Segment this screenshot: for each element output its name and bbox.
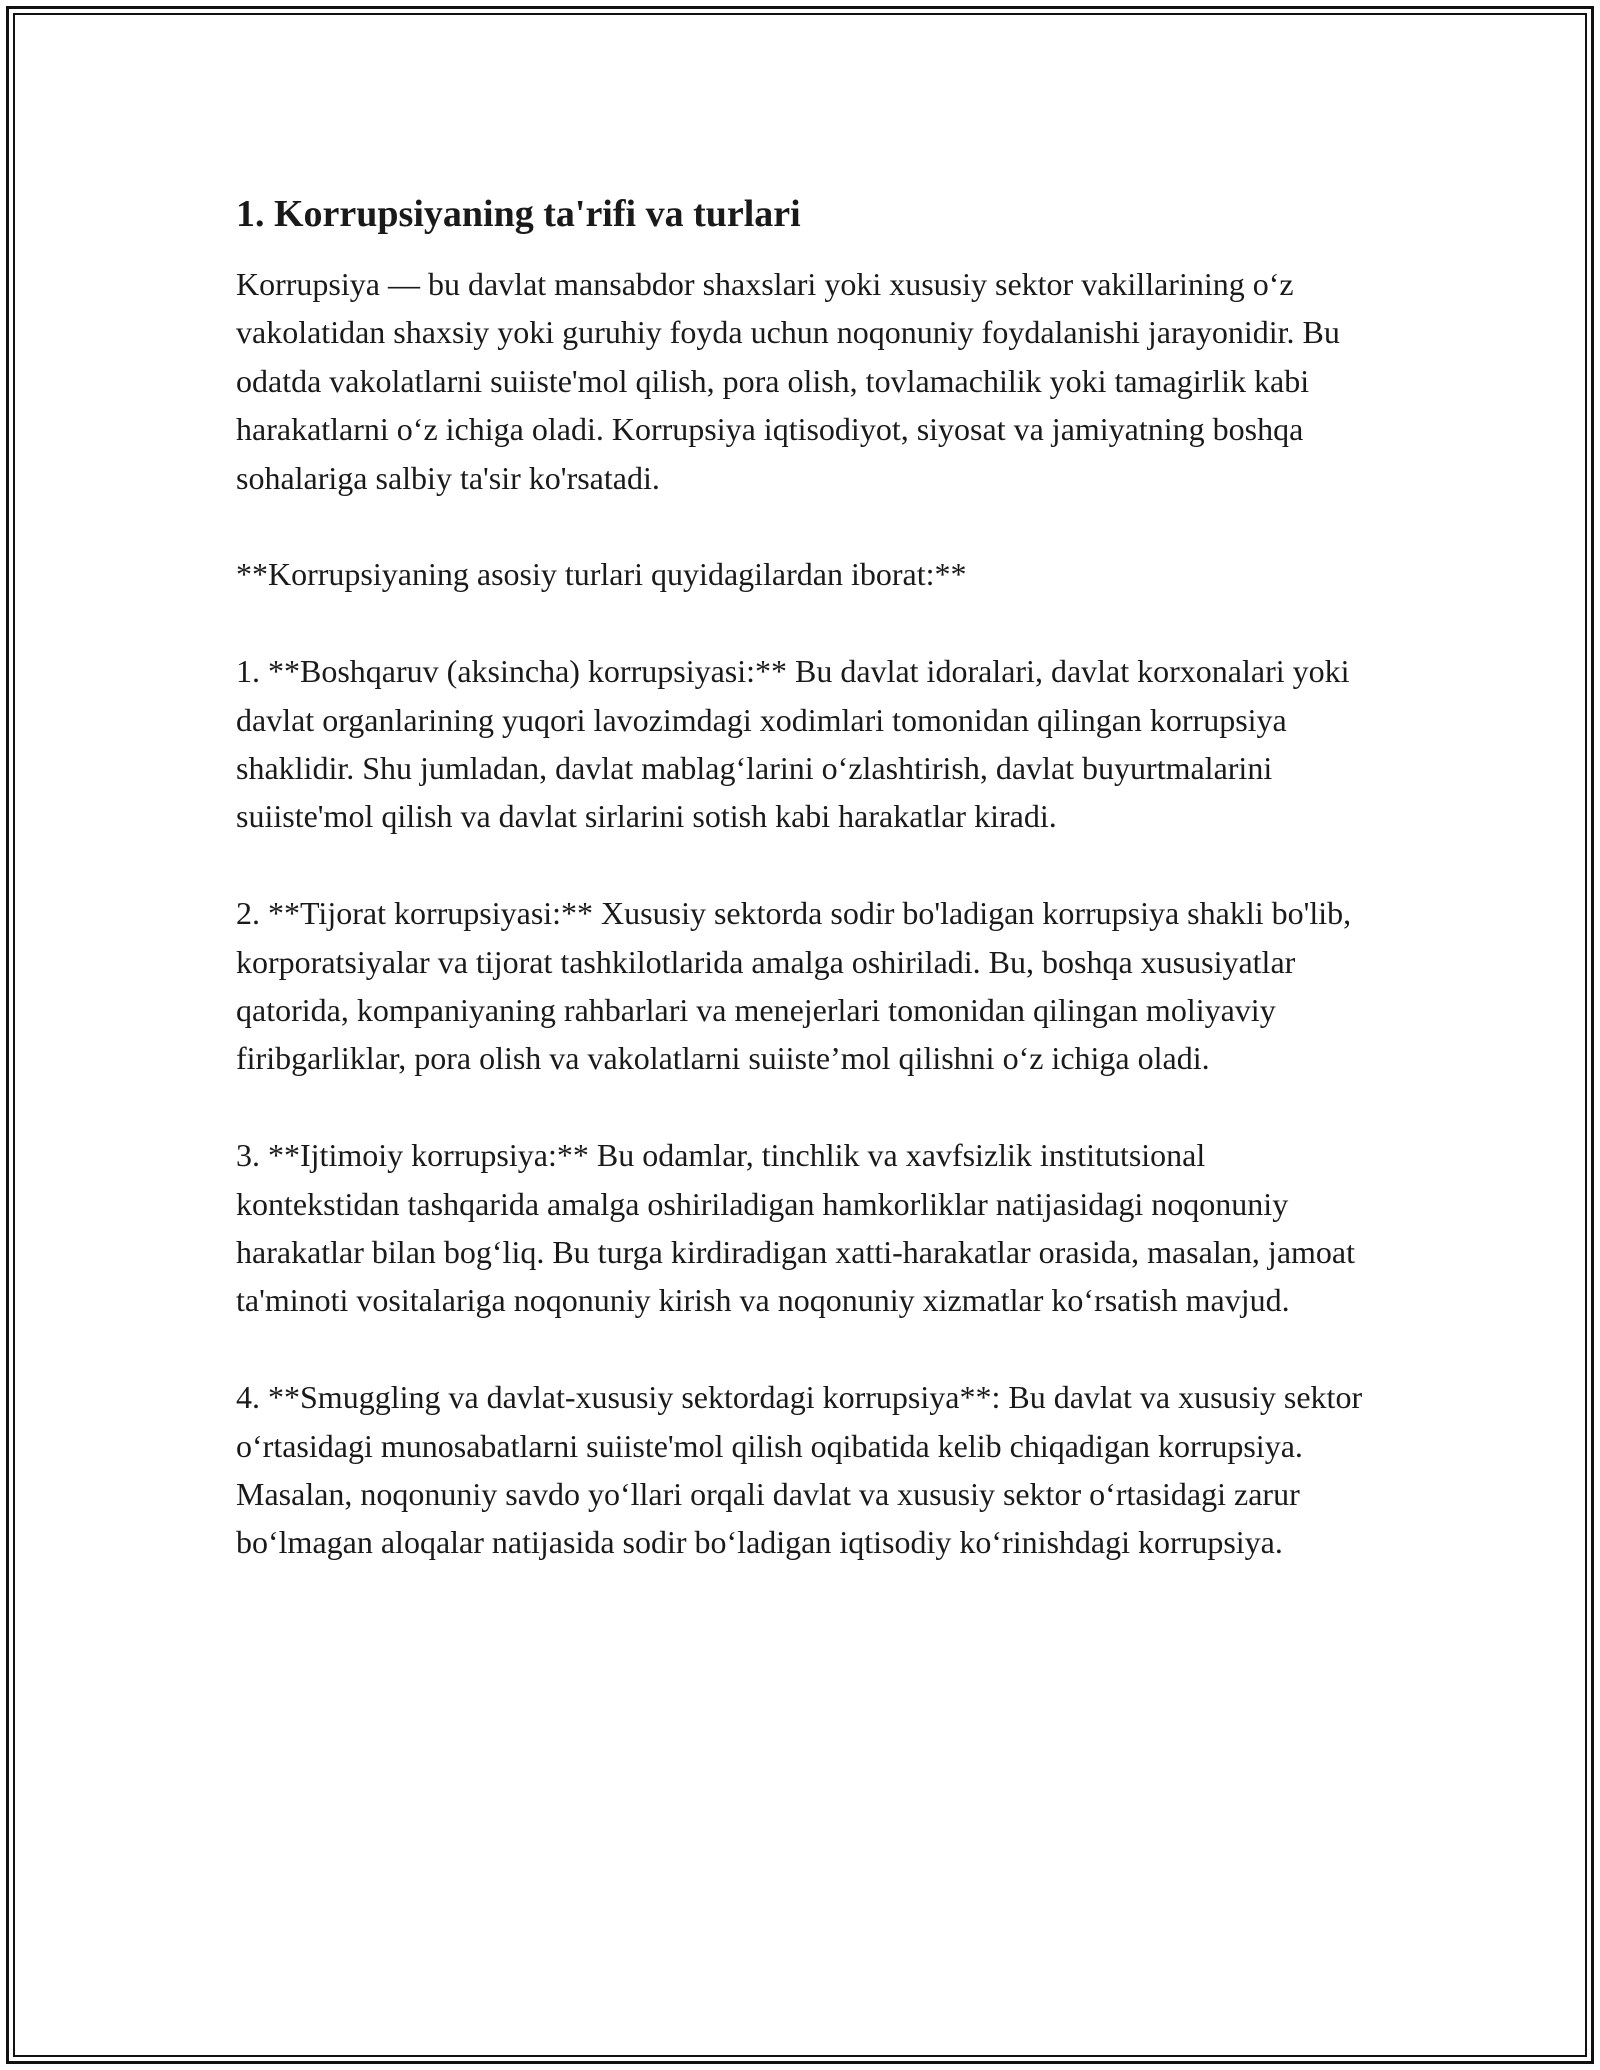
- list-item-commercial-corruption: 2. **Tijorat korrupsiyasi:** Xususiy sektorda sodir bo'ladigan korrupsiya shakli bo'lib, korporatsiyalar va tijorat tashkilotlarida amalga oshiriladi. Bu, boshqa xususiyatlar qatorida, kompaniyaning rahbarlari va menejerlari tomonidan qilingan moliyaviy firibgarliklar, pora olish va vakolatlarni suiiste’mol qilishni o‘z ichiga oladi.: [236, 895, 1352, 1077]
- definition-paragraph: Korrupsiya — bu davlat mansabdor shaxslari yoki xususiy sektor vakillarining o‘z vakolatidan shaxsiy yoki guruhiy foyda uchun noqonuniy foydalanishi jarayonidir. Bu odatda vakolatlarni suiiste'mol qilish, pora olish, tovlamachilik yoki tamagirlik kabi harakatlarni o‘z ichiga oladi. Korrupsiya iqtisodiyot, siyosat va jamiyatning boshqa sohalariga salbiy ta'sir ko'rsatadi.: [236, 266, 1340, 496]
- section-heading: 1. Korrupsiyaning ta'rifi va turlari: [236, 193, 801, 235]
- list-item-smuggling-corruption: 4. **Smuggling va davlat-xususiy sektordagi korrupsiya**: Bu davlat va xususiy sektor o‘rtasidagi munosabatlarni suiiste'mol qilish oqibatida kelib chiqadigan korrupsiya. Masalan, noqonuniy savdo yo‘llari orqali davlat va xususiy sektor o‘rtasidagi zarur bo‘lmagan aloqalar natijasida sodir bo‘ladigan iqtisodiy ko‘rinishdagi korrupsiya.: [236, 1379, 1363, 1561]
- list-item-social-corruption: 3. **Ijtimoiy korrupsiya:** Bu odamlar, tinchlik va xavfsizlik institutsional kontekstidan tashqarida amalga oshiriladigan hamkorliklar natijasidagi noqonuniy harakatlar bilan bog‘liq. Bu turga kirdiradigan xatti-harakatlar orasida, masalan, jamoat ta'minoti vositalariga noqonuniy kirish va noqonuniy xizmatlar ko‘rsatish mavjud.: [236, 1137, 1355, 1319]
- document-body: [236, 190, 1376, 1567]
- list-item-governance-corruption: 1. **Boshqaruv (aksincha) korrupsiyasi:** Bu davlat idoralari, davlat korxonalari yoki davlat organlarining yuqori lavozimdagi xodimlari tomonidan qilingan korrupsiya shaklidir. Shu jumladan, davlat mablag‘larini o‘zlashtirish, davlat buyurtmalarini suiiste'mol qilish va davlat sirlarini sotish kabi harakatlar kiradi.: [236, 653, 1350, 835]
- types-intro-paragraph: **Korrupsiyaning asosiy turlari quyidagilardan iborat:**: [236, 556, 967, 593]
